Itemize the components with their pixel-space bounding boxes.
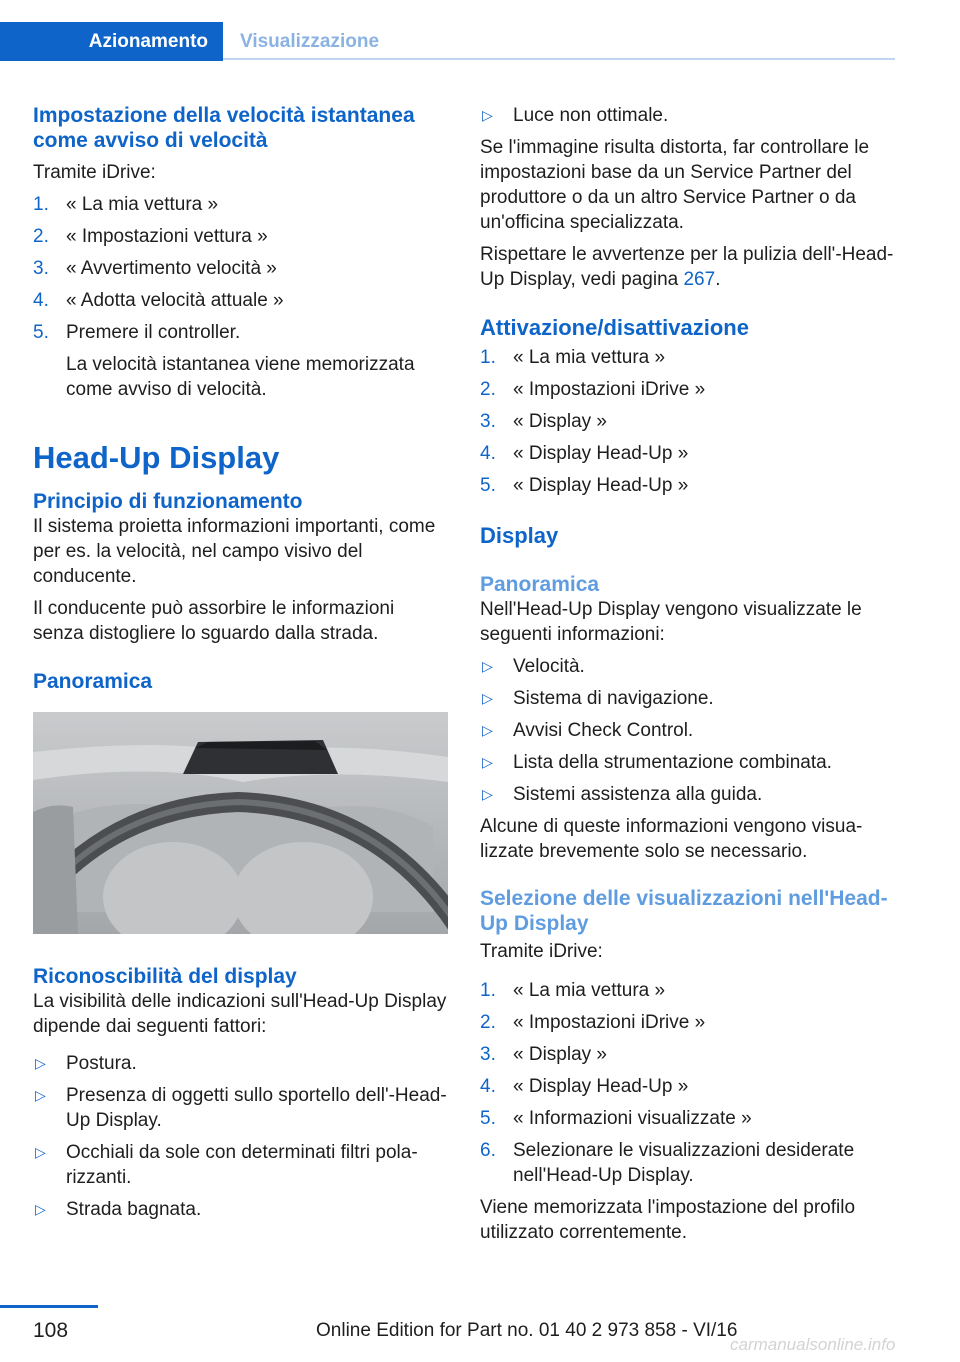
- tab-visualizzazione[interactable]: Visualizzazione: [240, 31, 380, 52]
- heading-selection: Selezione delle visualizzazioni nell'Head-Up Display: [480, 887, 888, 935]
- list-item: ▷ Sistemi assistenza alla guida.: [482, 784, 763, 805]
- list-item: 6. Selezionare le visualizzazioni desiderate nell'Head-Up Display.: [480, 1140, 855, 1186]
- list-item: ▷ Lista della strumentazione combinata.: [482, 752, 832, 773]
- hud-dashboard-photo: [33, 712, 448, 934]
- triangle-bullet-icon: ▷: [35, 1201, 46, 1217]
- tab-underline: [223, 58, 895, 60]
- principle-text-2: Il conducente può assorbire le informazioni senza distogliere lo sguardo dalla strada.: [33, 598, 395, 644]
- list-item: 3. « Display »: [480, 411, 607, 432]
- list-item: 2. « Impostazioni iDrive »: [480, 379, 706, 400]
- heading-principle: Principio di funzionamento: [33, 490, 303, 513]
- triangle-bullet-icon: ▷: [35, 1055, 46, 1071]
- triangle-bullet-icon: ▷: [482, 690, 493, 706]
- factors-list-continued: [480, 103, 895, 128]
- chapter-tabs: [0, 22, 895, 61]
- overview-text: Nell'Head-Up Display vengono visualizzate le seguenti informazioni:: [480, 599, 862, 645]
- list-item: ▷ Luce non ottimale.: [482, 105, 669, 126]
- list-item: 2. « Impostazioni iDrive »: [480, 1012, 706, 1033]
- list-item: 2. « Impostazioni vettura »: [33, 226, 268, 247]
- distortion-text: Se l'immagine risulta distorta, far controllare le impostazioni base da un Service Partner del produttore o da un altro Service Partner o da un'officina specializzata.: [480, 137, 870, 233]
- list-item: ▷ Avvisi Check Control.: [482, 720, 694, 741]
- list-item: 1. « La mia vettura »: [480, 347, 666, 368]
- list-item: 5. « Display Head-Up »: [480, 475, 689, 496]
- visibility-text: La visibilità delle indicazioni sull'Head-Up Display dipende dai seguenti fattori:: [33, 991, 447, 1037]
- list-item: 3. « Avvertimento velocità »: [33, 258, 277, 279]
- right-column: [480, 103, 895, 1245]
- info-list: [480, 654, 895, 807]
- list-item: ▷ Velocità.: [482, 656, 585, 677]
- heading-speed-warning: Impostazione della velocità istantanea come avviso di velocità: [33, 104, 415, 152]
- page-link[interactable]: 267: [683, 269, 716, 290]
- list-item: ▷ Sistema di navigazione.: [482, 688, 714, 709]
- triangle-bullet-icon: ▷: [482, 658, 493, 674]
- triangle-bullet-icon: ▷: [482, 722, 493, 738]
- page-number: 108: [33, 1319, 69, 1342]
- intro-idrive-right: Tramite iDrive:: [480, 941, 603, 962]
- list-item: 4. « Adotta velocità attuale »: [33, 290, 284, 311]
- list-item: 1. « La mia vettura »: [480, 980, 666, 1001]
- edition-note: Online Edition for Part no. 01 40 2 973 858 - VI/16: [316, 1320, 738, 1341]
- list-item: ▷ Strada bagnata.: [35, 1199, 202, 1220]
- list-item: 4. « Display Head-Up »: [480, 1076, 689, 1097]
- heading-overview: Panoramica: [33, 670, 153, 693]
- heading-display: Display: [480, 523, 559, 548]
- intro-idrive: Tramite iDrive:: [33, 162, 156, 183]
- footer-accent-line: [0, 1305, 98, 1308]
- factors-list: [33, 1051, 448, 1222]
- list-item: 1. « La mia vettura »: [33, 194, 219, 215]
- heading-activation: Attivazione/disattivazione: [480, 315, 749, 340]
- dashboard-illustration: [33, 712, 448, 934]
- left-column: [33, 103, 448, 1222]
- some-info-text: Alcune di queste informazioni vengono visualizzate brevemente solo se necessario.: [480, 816, 863, 862]
- list-item: ▷ Postura.: [35, 1053, 137, 1074]
- list-item: 5. « Informazioni visualizzate »: [480, 1108, 752, 1129]
- list-item: 3. « Display »: [480, 1044, 607, 1065]
- principle-text-1: Il sistema proietta informazioni importanti, come per es. la velocità, nel campo visivo del conducente.: [33, 516, 436, 587]
- triangle-bullet-icon: ▷: [35, 1144, 46, 1160]
- list-item: ▷ Occhiali da sole con determinati filtri polarizzanti.: [35, 1142, 418, 1188]
- steps-speed-list: [33, 192, 448, 345]
- watermark: carmanualsonline.info: [730, 1335, 896, 1354]
- triangle-bullet-icon: ▷: [482, 754, 493, 770]
- triangle-bullet-icon: ▷: [35, 1087, 46, 1103]
- steps-activation-list: [480, 345, 895, 498]
- tab-azionamento[interactable]: Azionamento: [0, 22, 223, 61]
- list-item: 4. « Display Head-Up »: [480, 443, 689, 464]
- list-item: 5. Premere il controller.: [33, 322, 241, 343]
- saved-text: Viene memorizzata l'impostazione del profilo utilizzato correntemente.: [480, 1197, 856, 1243]
- heading-head-up-display: Head-Up Display: [33, 440, 280, 475]
- heading-overview-right: Panoramica: [480, 573, 600, 596]
- cleaning-text: Rispettare le avvertenze per la pulizia dell'-Head-Up Display, vedi pagina 267.: [480, 244, 894, 290]
- step5-note: La velocità istantanea viene memorizzata come avviso di velocità.: [66, 354, 415, 400]
- triangle-bullet-icon: ▷: [482, 786, 493, 802]
- list-item: ▷ Presenza di oggetti sullo sportello dell'-Head-Up Display.: [35, 1085, 447, 1131]
- steps-selection-list: [480, 978, 895, 1188]
- triangle-bullet-icon: ▷: [482, 107, 493, 123]
- heading-visibility: Riconoscibilità del display: [33, 965, 297, 988]
